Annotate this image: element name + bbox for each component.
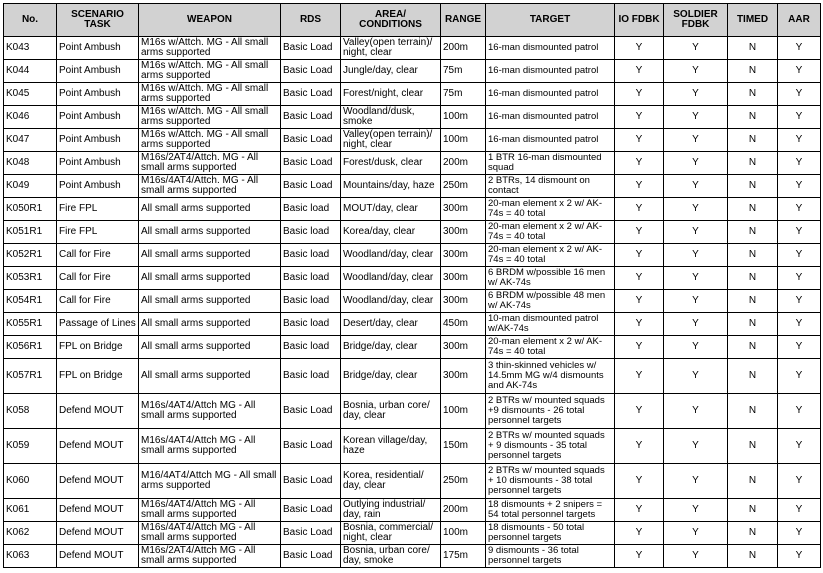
cell-area-conditions: Woodland/day, clear (341, 290, 441, 313)
cell-area-conditions: Korea/day, clear (341, 221, 441, 244)
cell-range: 300m (441, 244, 486, 267)
cell-range: 200m (441, 152, 486, 175)
table-row (4, 83, 821, 106)
cell-timed: N (728, 129, 778, 152)
cell-soldier-fdbk: Y (664, 37, 728, 60)
header-soldier-fdbk: SOLDIER FDBK (664, 4, 728, 37)
cell-area-conditions: Woodland/day, clear (341, 244, 441, 267)
table-row (4, 221, 821, 244)
cell-area-conditions: Korean village/day, haze (341, 429, 441, 464)
header-target: TARGET (486, 4, 615, 37)
cell-timed: N (728, 244, 778, 267)
cell-area-conditions: Jungle/day, clear (341, 60, 441, 83)
cell-target: 18 dismounts - 50 total personnel targets (486, 522, 615, 545)
cell-area-conditions: Forest/night, clear (341, 83, 441, 106)
cell-scenario-task: Point Ambush (57, 106, 139, 129)
cell-weapon: M16s w/Attch. MG - All small arms supported (139, 129, 281, 152)
header-scenario-task: SCENARIO TASK (57, 4, 139, 37)
cell-weapon: M16s/4AT4/Attch MG - All small arms supported (139, 522, 281, 545)
cell-target: 2 BTRs w/ mounted squads + 10 dismounts - 38 total personnel targets (486, 464, 615, 499)
table-row (4, 152, 821, 175)
cell-aar: Y (778, 152, 821, 175)
cell-area-conditions: Bosnia, commercial/ night, clear (341, 522, 441, 545)
cell-scenario-task: Point Ambush (57, 83, 139, 106)
cell-range: 450m (441, 313, 486, 336)
cell-target: 16-man dismounted patrol (486, 60, 615, 83)
table-row (4, 545, 821, 568)
cell-target: 10-man dismounted patrol w/AK-74s (486, 313, 615, 336)
cell-scenario-task: Call for Fire (57, 244, 139, 267)
cell-weapon: All small arms supported (139, 336, 281, 359)
cell-area-conditions: Bridge/day, clear (341, 359, 441, 394)
cell-scenario-task: Call for Fire (57, 290, 139, 313)
cell-scenario-task: Defend MOUT (57, 522, 139, 545)
cell-scenario-task: Fire FPL (57, 221, 139, 244)
cell-target: 6 BRDM w/possible 48 men w/ AK-74s (486, 290, 615, 313)
cell-aar: Y (778, 336, 821, 359)
cell-aar: Y (778, 60, 821, 83)
cell-scenario-task: Point Ambush (57, 175, 139, 198)
cell-no: K055R1 (4, 313, 57, 336)
cell-no: K049 (4, 175, 57, 198)
cell-no: K063 (4, 545, 57, 568)
cell-range: 300m (441, 221, 486, 244)
table-row (4, 267, 821, 290)
cell-timed: N (728, 499, 778, 522)
cell-rds: Basic Load (281, 499, 341, 522)
table-row (4, 129, 821, 152)
cell-aar: Y (778, 313, 821, 336)
table-row (4, 37, 821, 60)
cell-soldier-fdbk: Y (664, 244, 728, 267)
cell-io-fdbk: Y (615, 313, 664, 336)
cell-no: K046 (4, 106, 57, 129)
cell-no: K057R1 (4, 359, 57, 394)
header-row (4, 4, 821, 37)
cell-range: 300m (441, 359, 486, 394)
cell-no: K054R1 (4, 290, 57, 313)
cell-io-fdbk: Y (615, 336, 664, 359)
cell-weapon: M16s w/Attch. MG - All small arms supported (139, 37, 281, 60)
cell-io-fdbk: Y (615, 175, 664, 198)
cell-soldier-fdbk: Y (664, 336, 728, 359)
header-range: RANGE (441, 4, 486, 37)
cell-target: 9 dismounts - 36 total personnel targets (486, 545, 615, 568)
cell-area-conditions: Bridge/day, clear (341, 336, 441, 359)
cell-timed: N (728, 175, 778, 198)
cell-range: 150m (441, 429, 486, 464)
cell-io-fdbk: Y (615, 290, 664, 313)
table-row (4, 175, 821, 198)
cell-weapon: M16s w/Attch. MG - All small arms supported (139, 60, 281, 83)
cell-soldier-fdbk: Y (664, 221, 728, 244)
cell-io-fdbk: Y (615, 60, 664, 83)
cell-weapon: M16s w/Attch. MG - All small arms supported (139, 106, 281, 129)
table-row (4, 198, 821, 221)
cell-no: K043 (4, 37, 57, 60)
cell-soldier-fdbk: Y (664, 290, 728, 313)
cell-io-fdbk: Y (615, 129, 664, 152)
table-row (4, 290, 821, 313)
cell-soldier-fdbk: Y (664, 175, 728, 198)
cell-scenario-task: FPL on Bridge (57, 336, 139, 359)
cell-timed: N (728, 83, 778, 106)
cell-aar: Y (778, 244, 821, 267)
cell-target: 18 dismounts + 2 snipers = 54 total personnel targets (486, 499, 615, 522)
cell-soldier-fdbk: Y (664, 106, 728, 129)
cell-rds: Basic Load (281, 175, 341, 198)
cell-range: 200m (441, 499, 486, 522)
cell-weapon: M16s w/Attch. MG - All small arms supported (139, 83, 281, 106)
cell-scenario-task: Defend MOUT (57, 394, 139, 429)
cell-timed: N (728, 60, 778, 83)
cell-no: K053R1 (4, 267, 57, 290)
cell-timed: N (728, 290, 778, 313)
cell-area-conditions: Valley(open terrain)/ night, clear (341, 129, 441, 152)
table-row (4, 244, 821, 267)
cell-scenario-task: Defend MOUT (57, 545, 139, 568)
cell-area-conditions: Woodland/dusk, smoke (341, 106, 441, 129)
cell-range: 250m (441, 175, 486, 198)
cell-rds: Basic load (281, 313, 341, 336)
cell-rds: Basic Load (281, 152, 341, 175)
cell-soldier-fdbk: Y (664, 499, 728, 522)
cell-range: 100m (441, 129, 486, 152)
cell-target: 1 BTR 16-man dismounted squad (486, 152, 615, 175)
cell-io-fdbk: Y (615, 464, 664, 499)
cell-aar: Y (778, 83, 821, 106)
cell-target: 6 BRDM w/possible 16 men w/ AK-74s (486, 267, 615, 290)
cell-soldier-fdbk: Y (664, 267, 728, 290)
cell-scenario-task: FPL on Bridge (57, 359, 139, 394)
cell-weapon: All small arms supported (139, 313, 281, 336)
cell-timed: N (728, 198, 778, 221)
cell-weapon: All small arms supported (139, 244, 281, 267)
cell-no: K047 (4, 129, 57, 152)
cell-area-conditions: Valley(open terrain)/ night, clear (341, 37, 441, 60)
cell-scenario-task: Defend MOUT (57, 499, 139, 522)
cell-range: 200m (441, 37, 486, 60)
cell-aar: Y (778, 37, 821, 60)
cell-target: 3 thin-skinned vehicles w/ 14.5mm MG w/4 dismounts and AK-74s (486, 359, 615, 394)
cell-io-fdbk: Y (615, 522, 664, 545)
cell-io-fdbk: Y (615, 198, 664, 221)
cell-soldier-fdbk: Y (664, 545, 728, 568)
cell-range: 300m (441, 267, 486, 290)
cell-rds: Basic load (281, 198, 341, 221)
cell-range: 100m (441, 522, 486, 545)
cell-timed: N (728, 267, 778, 290)
cell-weapon: M16/4AT4/Attch MG - All small arms supported (139, 464, 281, 499)
table-row (4, 429, 821, 464)
cell-range: 100m (441, 394, 486, 429)
cell-soldier-fdbk: Y (664, 394, 728, 429)
cell-timed: N (728, 106, 778, 129)
cell-area-conditions: Desert/day, clear (341, 313, 441, 336)
table-row (4, 60, 821, 83)
cell-io-fdbk: Y (615, 394, 664, 429)
cell-target: 20-man element x 2 w/ AK-74s = 40 total (486, 244, 615, 267)
cell-soldier-fdbk: Y (664, 464, 728, 499)
cell-soldier-fdbk: Y (664, 429, 728, 464)
cell-area-conditions: Woodland/day, clear (341, 267, 441, 290)
cell-timed: N (728, 313, 778, 336)
cell-aar: Y (778, 429, 821, 464)
cell-rds: Basic Load (281, 394, 341, 429)
cell-io-fdbk: Y (615, 152, 664, 175)
table-row (4, 394, 821, 429)
cell-soldier-fdbk: Y (664, 198, 728, 221)
cell-no: K044 (4, 60, 57, 83)
cell-scenario-task: Point Ambush (57, 37, 139, 60)
cell-aar: Y (778, 175, 821, 198)
cell-target: 16-man dismounted patrol (486, 37, 615, 60)
cell-weapon: All small arms supported (139, 267, 281, 290)
cell-target: 20-man element x 2 w/ AK-74s = 40 total (486, 198, 615, 221)
cell-timed: N (728, 152, 778, 175)
cell-range: 250m (441, 464, 486, 499)
cell-rds: Basic load (281, 336, 341, 359)
cell-soldier-fdbk: Y (664, 359, 728, 394)
cell-weapon: All small arms supported (139, 221, 281, 244)
cell-io-fdbk: Y (615, 359, 664, 394)
header-no: No. (4, 4, 57, 37)
cell-no: K051R1 (4, 221, 57, 244)
cell-weapon: M16s/4AT4/Attch. MG - All small arms supported (139, 175, 281, 198)
header-timed: TIMED (728, 4, 778, 37)
table-row (4, 313, 821, 336)
cell-aar: Y (778, 129, 821, 152)
cell-timed: N (728, 221, 778, 244)
cell-rds: Basic Load (281, 60, 341, 83)
cell-aar: Y (778, 359, 821, 394)
cell-no: K059 (4, 429, 57, 464)
cell-target: 16-man dismounted patrol (486, 129, 615, 152)
cell-timed: N (728, 522, 778, 545)
cell-io-fdbk: Y (615, 429, 664, 464)
cell-timed: N (728, 336, 778, 359)
cell-rds: Basic Load (281, 429, 341, 464)
cell-range: 75m (441, 83, 486, 106)
cell-target: 2 BTRs, 14 dismount on contact (486, 175, 615, 198)
cell-timed: N (728, 359, 778, 394)
cell-no: K060 (4, 464, 57, 499)
table-row (4, 522, 821, 545)
cell-io-fdbk: Y (615, 267, 664, 290)
cell-io-fdbk: Y (615, 545, 664, 568)
table-row (4, 336, 821, 359)
cell-scenario-task: Passage of Lines (57, 313, 139, 336)
cell-no: K048 (4, 152, 57, 175)
cell-weapon: M16s/2AT4/Attch MG - All small arms supported (139, 545, 281, 568)
cell-no: K056R1 (4, 336, 57, 359)
cell-io-fdbk: Y (615, 499, 664, 522)
cell-soldier-fdbk: Y (664, 313, 728, 336)
scenario-table-container (3, 3, 820, 570)
cell-rds: Basic Load (281, 83, 341, 106)
header-weapon: WEAPON (139, 4, 281, 37)
cell-soldier-fdbk: Y (664, 83, 728, 106)
cell-scenario-task: Fire FPL (57, 198, 139, 221)
cell-rds: Basic Load (281, 522, 341, 545)
cell-soldier-fdbk: Y (664, 522, 728, 545)
cell-soldier-fdbk: Y (664, 152, 728, 175)
cell-rds: Basic Load (281, 545, 341, 568)
cell-range: 300m (441, 336, 486, 359)
header-io-fdbk: IO FDBK (615, 4, 664, 37)
cell-timed: N (728, 464, 778, 499)
cell-aar: Y (778, 106, 821, 129)
cell-area-conditions: Bosnia, urban core/ day, smoke (341, 545, 441, 568)
cell-weapon: M16s/4AT4/Attch MG - All small arms supported (139, 429, 281, 464)
cell-aar: Y (778, 221, 821, 244)
cell-scenario-task: Call for Fire (57, 267, 139, 290)
header-aar: AAR (778, 4, 821, 37)
cell-scenario-task: Defend MOUT (57, 429, 139, 464)
cell-aar: Y (778, 499, 821, 522)
table-row (4, 464, 821, 499)
cell-target: 2 BTRs w/ mounted squads +9 dismounts - 26 total personnel targets (486, 394, 615, 429)
cell-rds: Basic load (281, 267, 341, 290)
cell-area-conditions: MOUT/day, clear (341, 198, 441, 221)
cell-rds: Basic load (281, 290, 341, 313)
header-rds: RDS (281, 4, 341, 37)
cell-target: 2 BTRs w/ mounted squads + 9 dismounts - 35 total personnel targets (486, 429, 615, 464)
cell-weapon: All small arms supported (139, 290, 281, 313)
cell-rds: Basic Load (281, 37, 341, 60)
cell-target: 16-man dismounted patrol (486, 106, 615, 129)
scenario-table (3, 3, 821, 568)
cell-no: K062 (4, 522, 57, 545)
cell-aar: Y (778, 198, 821, 221)
table-row (4, 499, 821, 522)
cell-weapon: M16s/4AT4/Attch MG - All small arms supported (139, 394, 281, 429)
cell-no: K050R1 (4, 198, 57, 221)
cell-soldier-fdbk: Y (664, 129, 728, 152)
cell-io-fdbk: Y (615, 106, 664, 129)
cell-scenario-task: Point Ambush (57, 60, 139, 83)
cell-scenario-task: Point Ambush (57, 152, 139, 175)
cell-range: 300m (441, 290, 486, 313)
cell-range: 75m (441, 60, 486, 83)
cell-rds: Basic Load (281, 129, 341, 152)
header-area-conditions: AREA/ CONDITIONS (341, 4, 441, 37)
cell-io-fdbk: Y (615, 221, 664, 244)
cell-no: K052R1 (4, 244, 57, 267)
cell-area-conditions: Bosnia, urban core/ day, clear (341, 394, 441, 429)
cell-weapon: M16s/4AT4/Attch MG - All small arms supported (139, 499, 281, 522)
cell-weapon: All small arms supported (139, 198, 281, 221)
cell-soldier-fdbk: Y (664, 60, 728, 83)
cell-range: 100m (441, 106, 486, 129)
cell-timed: N (728, 37, 778, 60)
cell-io-fdbk: Y (615, 37, 664, 60)
cell-aar: Y (778, 394, 821, 429)
table-row (4, 359, 821, 394)
cell-io-fdbk: Y (615, 244, 664, 267)
cell-rds: Basic load (281, 244, 341, 267)
cell-io-fdbk: Y (615, 83, 664, 106)
cell-weapon: All small arms supported (139, 359, 281, 394)
table-row (4, 106, 821, 129)
cell-aar: Y (778, 267, 821, 290)
cell-no: K045 (4, 83, 57, 106)
cell-target: 20-man element x 2 w/ AK-74s = 40 total (486, 221, 615, 244)
cell-timed: N (728, 429, 778, 464)
cell-scenario-task: Defend MOUT (57, 464, 139, 499)
cell-rds: Basic Load (281, 464, 341, 499)
cell-timed: N (728, 394, 778, 429)
cell-timed: N (728, 545, 778, 568)
cell-rds: Basic load (281, 221, 341, 244)
cell-target: 20-man element x 2 w/ AK-74s = 40 total (486, 336, 615, 359)
cell-rds: Basic load (281, 359, 341, 394)
cell-range: 175m (441, 545, 486, 568)
cell-target: 16-man dismounted patrol (486, 83, 615, 106)
cell-rds: Basic Load (281, 106, 341, 129)
table-body (4, 37, 821, 568)
cell-area-conditions: Outlying industrial/ day, rain (341, 499, 441, 522)
cell-scenario-task: Point Ambush (57, 129, 139, 152)
cell-aar: Y (778, 522, 821, 545)
cell-aar: Y (778, 290, 821, 313)
cell-area-conditions: Korea, residential/ day, clear (341, 464, 441, 499)
cell-no: K058 (4, 394, 57, 429)
cell-weapon: M16s/2AT4/Attch. MG - All small arms supported (139, 152, 281, 175)
cell-area-conditions: Mountains/day, haze (341, 175, 441, 198)
cell-aar: Y (778, 545, 821, 568)
cell-range: 300m (441, 198, 486, 221)
cell-no: K061 (4, 499, 57, 522)
cell-aar: Y (778, 464, 821, 499)
cell-area-conditions: Forest/dusk, clear (341, 152, 441, 175)
